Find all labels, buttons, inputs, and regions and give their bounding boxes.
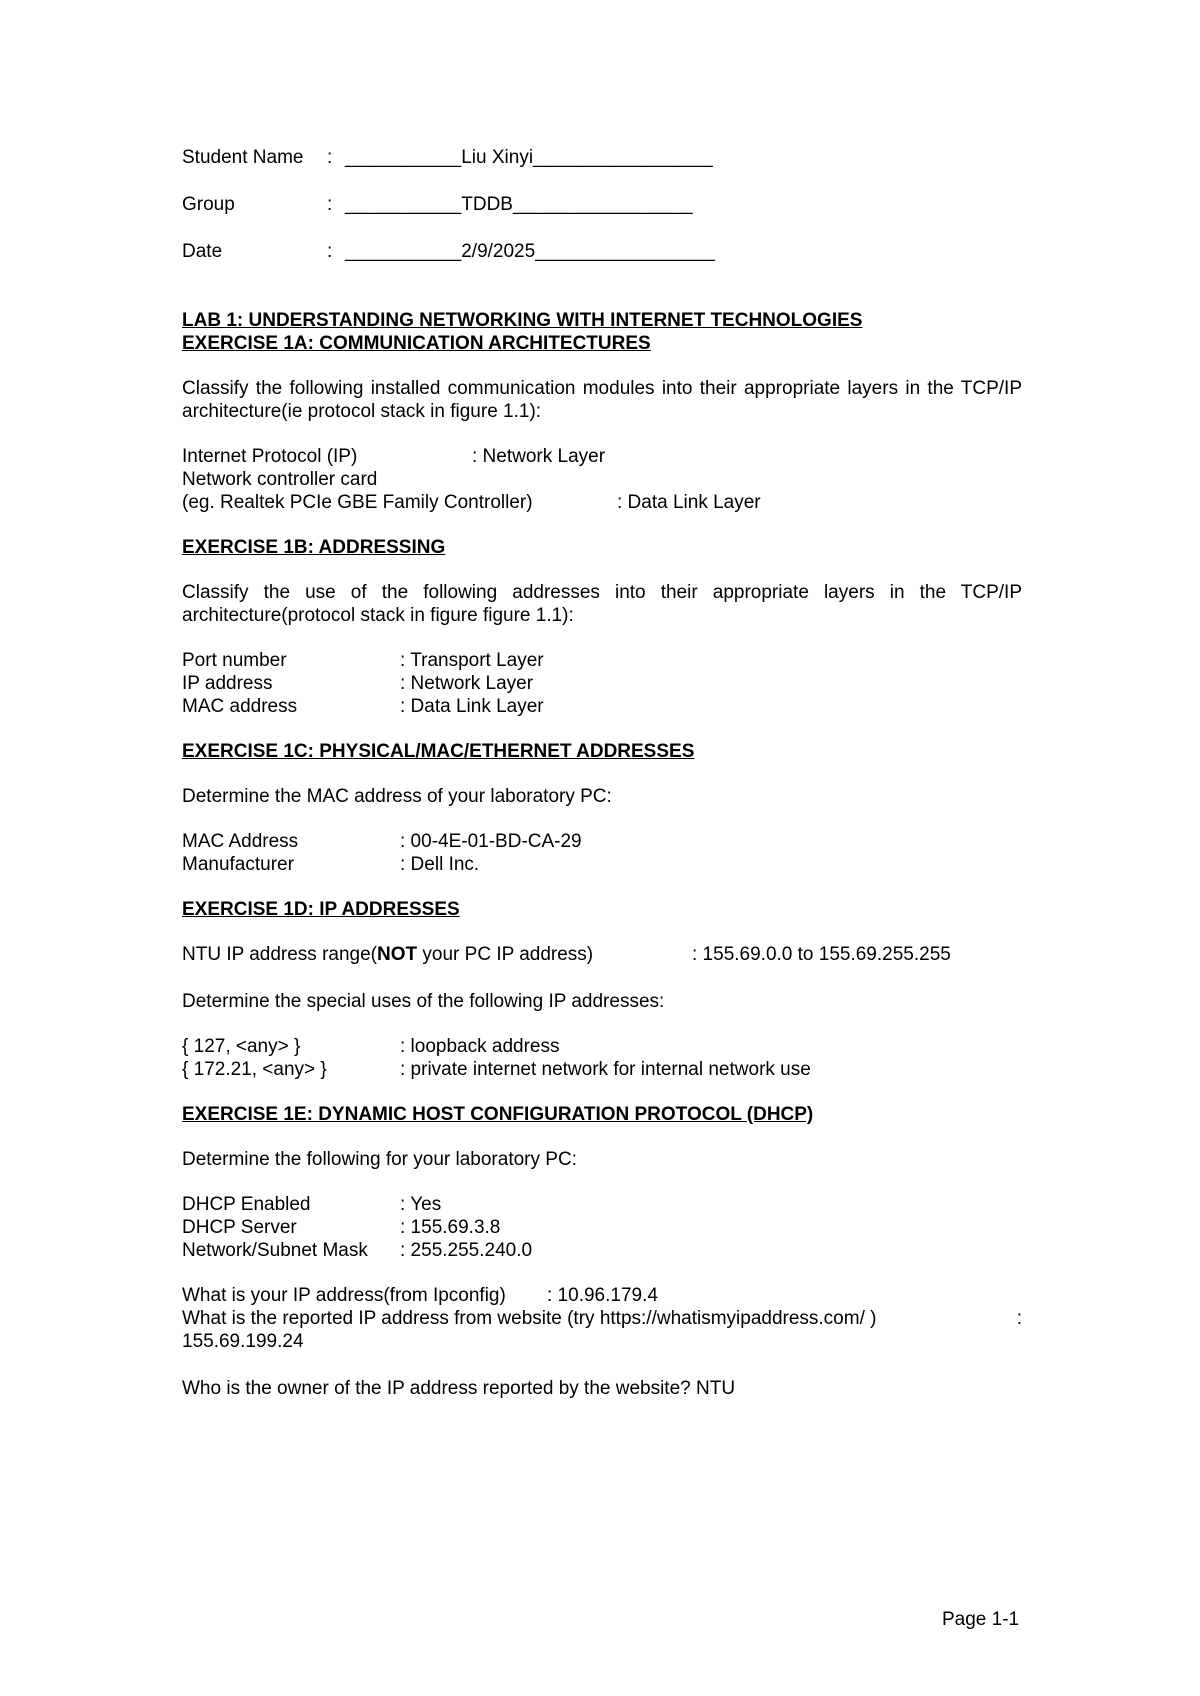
list-item bbox=[182, 1035, 1022, 1058]
student-name-row bbox=[182, 146, 1022, 169]
item-label: DHCP Enabled bbox=[182, 1194, 311, 1215]
list-item bbox=[182, 853, 1022, 876]
item-label: MAC Address bbox=[182, 831, 299, 852]
item-label: { 172.21, <any> } bbox=[182, 1059, 327, 1080]
item-label: IP address bbox=[182, 673, 273, 694]
date-value: ___________2/9/2025_________________ bbox=[345, 241, 715, 262]
group-value: ___________TDDB_________________ bbox=[345, 194, 693, 215]
colon: : bbox=[327, 241, 333, 262]
item-answer: : 255.255.240.0 bbox=[400, 1240, 533, 1261]
exercise-1d-title: EXERCISE 1D: IP ADDRESSES bbox=[182, 899, 460, 920]
item-label: DHCP Server bbox=[182, 1217, 297, 1238]
list-item bbox=[182, 1216, 1022, 1239]
document-body bbox=[182, 146, 1022, 1400]
item-answer: : Dell Inc. bbox=[400, 854, 480, 875]
item-label: Manufacturer bbox=[182, 854, 294, 875]
item-label: { 127, <any> } bbox=[182, 1036, 301, 1057]
ntu-range-answer: : 155.69.0.0 to 155.69.255.255 bbox=[692, 944, 951, 965]
student-name-label: Student Name bbox=[182, 147, 304, 168]
ntu-range-row bbox=[182, 943, 1022, 966]
group-row bbox=[182, 193, 1022, 216]
ntu-range-prefix: NTU IP address range( bbox=[182, 944, 378, 965]
list-item bbox=[182, 672, 1022, 695]
item-answer: : private internet network for internal network use bbox=[400, 1059, 811, 1080]
lab-title: LAB 1: UNDERSTANDING NETWORKING WITH INTERNET TECHNOLOGIES bbox=[182, 310, 863, 331]
ntu-range-label bbox=[182, 943, 692, 966]
network-card-label: Network controller card bbox=[182, 469, 378, 490]
item-answer: : Network Layer bbox=[400, 673, 534, 694]
item-answer: : Yes bbox=[400, 1194, 442, 1215]
colon: : bbox=[327, 194, 333, 215]
list-item bbox=[182, 1239, 1022, 1262]
exercise-1d-instruction: Determine the special uses of the following IP addresses: bbox=[182, 991, 665, 1012]
colon: : bbox=[327, 147, 333, 168]
network-card-row bbox=[182, 468, 1022, 491]
web-ip-row bbox=[182, 1307, 1022, 1330]
list-item bbox=[182, 1058, 1022, 1081]
exercise-1a-instruction: Classify the following installed communication modules into their appropriate layers in the TCP/IP architecture(ie protocol stack in figure 1.1): bbox=[182, 378, 1022, 422]
student-name-value: ___________Liu Xinyi_________________ bbox=[345, 147, 713, 168]
ip-config-answer: : 10.96.179.4 bbox=[547, 1285, 658, 1306]
ip-owner-row bbox=[182, 1377, 1022, 1400]
date-label: Date bbox=[182, 241, 223, 262]
item-answer: : loopback address bbox=[400, 1036, 560, 1057]
ntu-range-bold: NOT bbox=[377, 944, 418, 965]
item-answer: : Data Link Layer bbox=[400, 696, 544, 717]
list-item bbox=[182, 695, 1022, 718]
exercise-1a-title: EXERCISE 1A: COMMUNICATION ARCHITECTURES bbox=[182, 333, 651, 354]
exercise-1e-title: EXERCISE 1E: DYNAMIC HOST CONFIGURATION PROTOCOL (DHCP) bbox=[182, 1104, 814, 1125]
list-item bbox=[182, 1193, 1022, 1216]
item-label: MAC address bbox=[182, 696, 298, 717]
item-label: Network/Subnet Mask bbox=[182, 1240, 368, 1261]
exercise-1e-instruction: Determine the following for your laboratory PC: bbox=[182, 1149, 577, 1170]
item-answer: : 00-4E-01-BD-CA-29 bbox=[400, 831, 582, 852]
web-ip-answer-row bbox=[182, 1330, 1022, 1353]
ntu-range-suffix: your PC IP address) bbox=[417, 944, 594, 965]
ip-config-question: What is your IP address(from Ipconfig) bbox=[182, 1285, 506, 1306]
page-number: Page 1-1 bbox=[942, 1609, 1020, 1630]
ip-protocol-answer: : Network Layer bbox=[472, 446, 606, 467]
item-label: Port number bbox=[182, 650, 287, 671]
list-item bbox=[182, 649, 1022, 672]
web-ip-colon: : bbox=[1016, 1308, 1022, 1329]
ip-config-row bbox=[182, 1284, 1022, 1307]
web-ip-question: What is the reported IP address from website (try https://whatismyipaddress.com/ ) bbox=[182, 1308, 877, 1329]
ip-protocol-row bbox=[182, 445, 1022, 468]
group-label: Group bbox=[182, 194, 235, 215]
network-card-example-row bbox=[182, 491, 1022, 514]
exercise-1c-title: EXERCISE 1C: PHYSICAL/MAC/ETHERNET ADDRESSES bbox=[182, 741, 695, 762]
network-card-answer: : Data Link Layer bbox=[617, 492, 761, 513]
item-answer: : Transport Layer bbox=[400, 650, 544, 671]
network-card-example: (eg. Realtek PCIe GBE Family Controller) bbox=[182, 492, 533, 513]
item-answer: : 155.69.3.8 bbox=[400, 1217, 501, 1238]
web-ip-answer: 155.69.199.24 bbox=[182, 1331, 304, 1352]
exercise-1b-instruction: Classify the use of the following addresses into their appropriate layers in the TCP/IP architecture(protocol stack in figure figure 1.1): bbox=[182, 582, 1022, 626]
date-row bbox=[182, 240, 1022, 263]
list-item bbox=[182, 830, 1022, 853]
exercise-1c-instruction: Determine the MAC address of your laboratory PC: bbox=[182, 786, 612, 807]
exercise-1b-title: EXERCISE 1B: ADDRESSING bbox=[182, 537, 446, 558]
ip-protocol-label: Internet Protocol (IP) bbox=[182, 446, 358, 467]
ip-owner-question: Who is the owner of the IP address reported by the website? NTU bbox=[182, 1378, 736, 1399]
